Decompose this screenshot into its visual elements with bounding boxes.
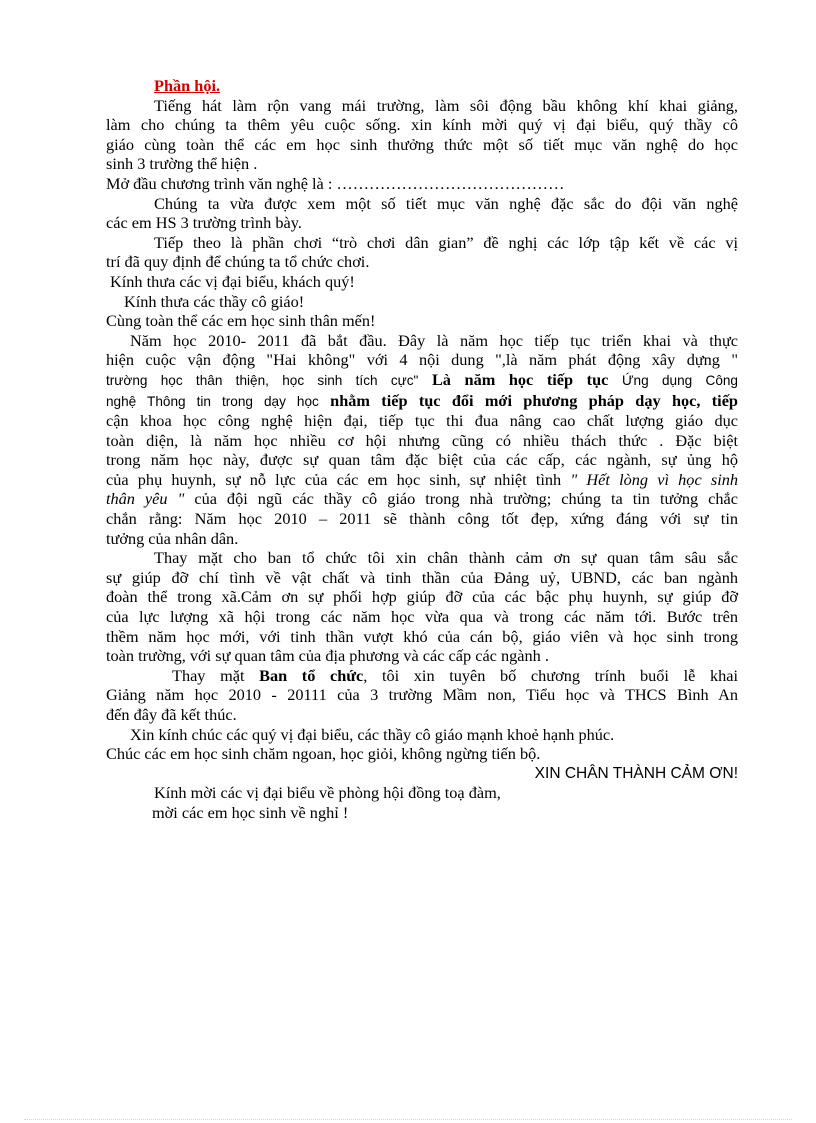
greeting-students: Cùng toàn thể các em học sinh thân mến! bbox=[106, 311, 376, 331]
paragraph-line: Tiếp theo là phần chơi “trò chơi dân gian” đề nghị các lớp tập kết về các vị bbox=[154, 232, 738, 252]
paragraph-line: giáo cùng toàn thể các em học sinh thưởng thức một số tiết mục văn nghệ do học bbox=[106, 134, 738, 154]
page-bottom-divider bbox=[24, 1119, 792, 1120]
paragraph-line: đoàn thể trong xã.Cảm ơn sự phối hợp giúp đỡ của các bậc phụ huynh, sự giúp đỡ bbox=[106, 587, 738, 607]
paragraph-line: nghệ Thông tin trong dạy học nhằm tiếp tục đổi mới phương pháp dạy học, tiếp bbox=[106, 390, 738, 410]
paragraph-line: của lực lượng xã hội trong các năm học vừa qua và trong các năm tới. Bước trên bbox=[106, 607, 738, 627]
closing-line: Kính mời các vị đại biểu về phòng hội đồng toạ đàm, bbox=[154, 783, 501, 803]
wish-line: Chúc các em học sinh chăm ngoan, học giỏi, không ngừng tiến bộ. bbox=[106, 744, 541, 764]
paragraph-line: toàn diện, là năm học nhiều cơ hội nhưng cũng có nhiều thách thức . Đặc biệt bbox=[106, 430, 738, 450]
document-page bbox=[106, 76, 738, 823]
paragraph-line: toàn trường, với sự quan tâm của địa phương và các cấp các ngành . bbox=[106, 646, 549, 666]
paragraph-line: trong năm học này, được sự quan tâm đặc biệt của các cấp, các ngành, sự ủng hộ bbox=[106, 450, 738, 470]
paragraph-line: thềm năm học mới, với tinh thần vượt khó của cán bộ, giáo viên và học sinh trong bbox=[106, 626, 738, 646]
section-heading: Phần hội. bbox=[154, 76, 221, 95]
paragraph-line: sinh 3 trường thể hiện . bbox=[106, 154, 258, 174]
paragraph-line: cận khoa học công nghệ hiện đại, tiếp tục thi đua nâng cao chất lượng giáo dục bbox=[106, 411, 738, 431]
paragraph-line: sự giúp đỡ chí tình về vật chất và tinh thần của Đảng uỷ, UBND, các ban ngành bbox=[106, 567, 738, 587]
wish-line: Xin kính chúc các quý vị đại biểu, các thầy cô giáo mạnh khoẻ hạnh phúc. bbox=[130, 724, 615, 744]
paragraph-line: hiện cuộc vận động "Hai không" với 4 nội dung ",là năm phát động xây dựng " bbox=[106, 350, 738, 370]
paragraph-line: đến đây đã kết thúc. bbox=[106, 705, 237, 724]
paragraph-line: Thay mặt cho ban tổ chức tôi xin chân thành cảm ơn sự quan tâm sâu sắc bbox=[154, 548, 738, 568]
paragraph-line: tưởng của nhân dân. bbox=[106, 528, 239, 548]
paragraph-line: Tiếng hát làm rộn vang mái trường, làm sôi động bầu không khí khai giảng, bbox=[154, 95, 738, 115]
greeting-teachers: Kính thưa các thầy cô giáo! bbox=[124, 291, 305, 311]
closing-line: mời các em học sinh về nghỉ ! bbox=[152, 802, 349, 822]
paragraph-line: trí đã quy định để chúng ta tổ chức chơi. bbox=[106, 252, 370, 272]
paragraph-line: các em HS 3 trường trình bày. bbox=[106, 213, 302, 233]
paragraph-line: Giảng năm học 2010 - 20111 của 3 trường Mầm non, Tiểu học và THCS Bình An bbox=[106, 685, 738, 705]
opening-line: Mở đầu chương trình văn nghệ là : …………………………………… bbox=[106, 173, 565, 193]
paragraph-line: chắn rằng: Năm học 2010 – 2011 sẽ thành công tốt đẹp, xứng đáng với sự tin bbox=[106, 509, 738, 529]
paragraph-line: trường học thân thiện, học sinh tích cực" Là năm học tiếp tục Ứng dụng Công bbox=[106, 369, 738, 389]
paragraph-line: Thay mặt Ban tổ chức, tôi xin tuyên bố chương trính buổi lễ khai bbox=[172, 665, 738, 685]
paragraph-line: Chúng ta vừa được xem một số tiết mục văn nghệ đặc sắc do đội văn nghệ bbox=[154, 193, 738, 213]
greeting-guests: Kính thưa các vị đại biểu, khách quý! bbox=[110, 271, 355, 291]
paragraph-line: Năm học 2010- 2011 đã bắt đầu. Đây là năm học tiếp tục triển khai và thực bbox=[130, 330, 738, 350]
paragraph-line: của phụ huynh, sự nỗ lực của các em học sinh, sự nhiệt tình " Hết lòng vì học sinh bbox=[106, 469, 739, 489]
paragraph-line: thân yêu " của đội ngũ các thầy cô giáo trong nhà trường; chúng ta tin tưởng chắc bbox=[106, 489, 738, 509]
thank-you-line: XIN CHÂN THÀNH CẢM ƠN! bbox=[534, 764, 738, 782]
paragraph-line: làm cho chúng ta thêm yêu cuộc sống. xin kính mời quý vị đại biểu, quý thầy cô bbox=[106, 115, 738, 135]
